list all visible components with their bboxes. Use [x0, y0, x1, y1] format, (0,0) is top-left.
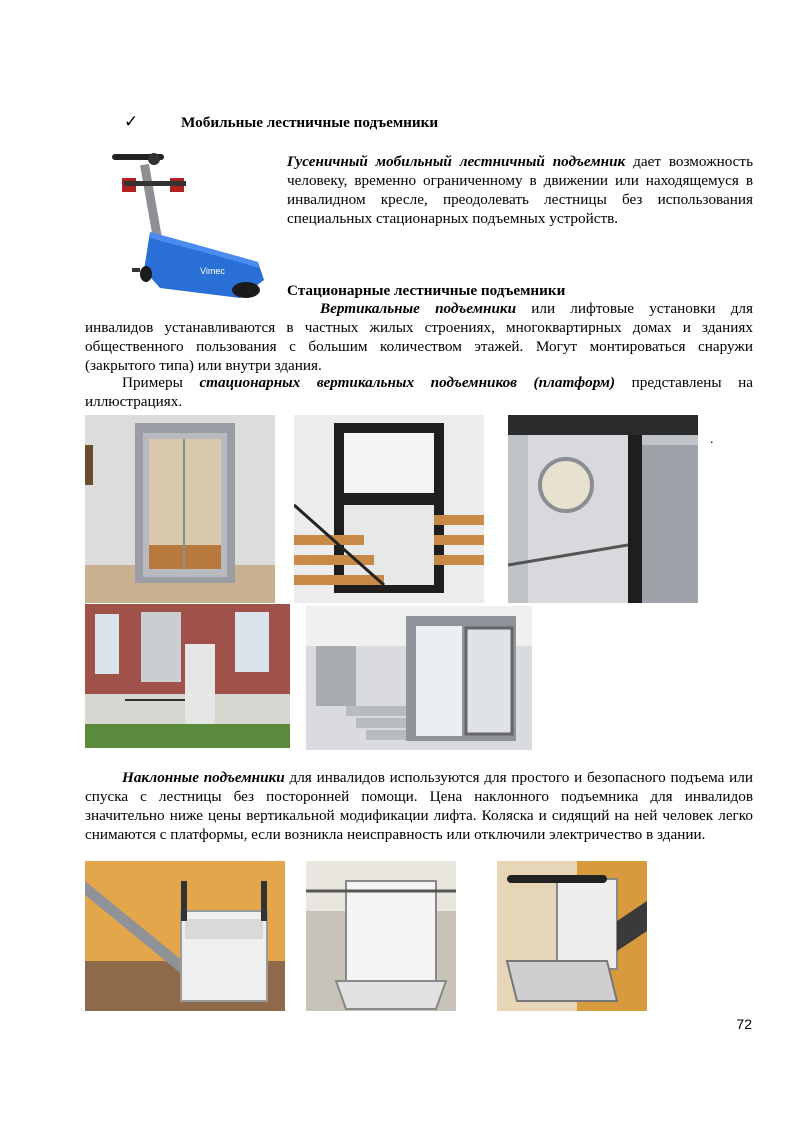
section-heading-mobile: Мобильные лестничные подъемники [181, 114, 439, 131]
outdoor-lift-photo [85, 604, 290, 748]
vertical-lift-photo-1 [85, 415, 275, 603]
examples-paragraph [85, 373, 753, 411]
mobile-lift-text: дает возможность человеку, временно ограниченному в движении или находящемуся в инвалидном кресле, преодолевать лестницы без использования специальных стационарных подъемных устройств. [287, 153, 753, 227]
page-number: 72 [736, 1016, 752, 1032]
inclined-lift-photo-3 [497, 861, 647, 1011]
vertical-lifts-paragraph [85, 299, 753, 375]
checkmark-icon: ✓ [124, 112, 139, 132]
vertical-lift-photo-2 [294, 415, 484, 603]
mobile-stair-lift-photo [110, 150, 270, 302]
device-brand-label: Vimec [200, 266, 225, 276]
section-heading-stationary: Стационарные лестничные подъемники [287, 282, 566, 299]
examples-suffix: представлены на иллюстрациях. [85, 374, 753, 410]
inclined-lift-photo-2 [306, 861, 456, 1011]
mobile-lift-paragraph [287, 152, 753, 228]
vertical-lifts-term: Вертикальные подъемники [320, 300, 517, 317]
vertical-lifts-text: или лифтовые установки для инвалидов устанавливаются в частных жилых строениях, многоквартирных домах и зданиях общественного пользования с большим количеством этажей. Могут монтироваться снаружи (закрытого типа) или внутри здания. [85, 300, 753, 374]
inclined-lift-photo-1 [85, 861, 285, 1011]
vertical-lift-photo-3 [508, 415, 698, 603]
examples-prefix: Примеры [122, 374, 200, 391]
glass-lift-photo [306, 606, 532, 750]
mobile-lift-term: Гусеничный мобильный лестничный подъемник [287, 153, 626, 170]
examples-term: стационарных вертикальных подъемников (платформ) [199, 374, 616, 391]
inclined-lifts-paragraph [85, 768, 753, 844]
inclined-lifts-term: Наклонные подъемники [122, 769, 285, 786]
stray-dot: . [710, 432, 714, 447]
inclined-lifts-text: для инвалидов используются для простого и безопасного подъема или спуска с лестницы без посторонней помощи. Цена наклонного подъемника для инвалидов значительно ниже цены вертикальной модификации лифта. Коляска и сидящий на ней человек легко снимаются с платформы, если возникла неисправность или отключили электричество в здании. [85, 769, 753, 843]
